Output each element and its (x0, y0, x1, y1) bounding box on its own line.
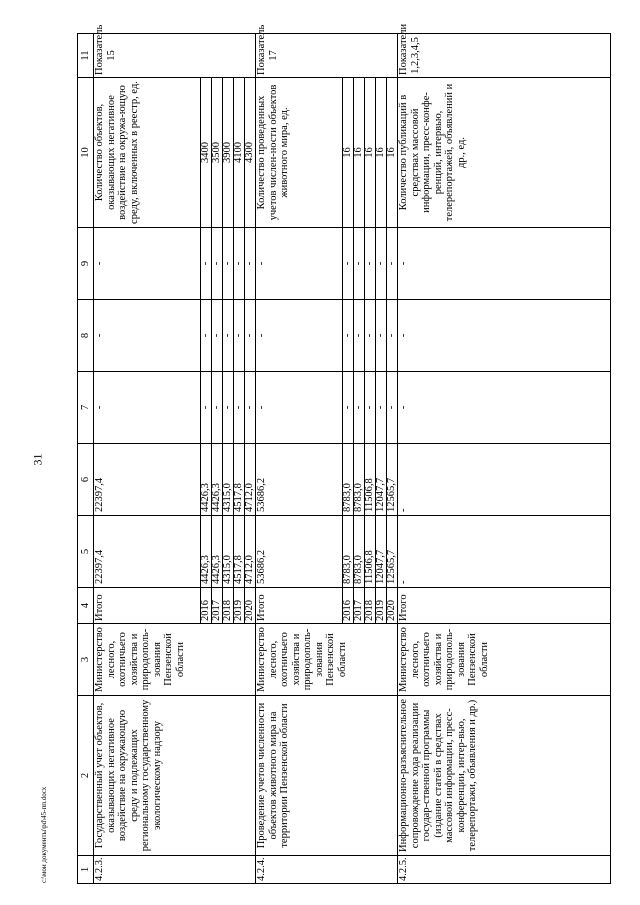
year-cell: 2019 (376, 588, 387, 624)
value-c9: - (201, 228, 212, 300)
table-row (94, 34, 201, 884)
program-table (77, 23, 611, 884)
value-c6: 8783,0 (343, 444, 354, 516)
indicator-value: 16 (365, 78, 376, 228)
row-number: 4.2.5. (398, 856, 611, 884)
total-c5: 22397,4 (94, 516, 201, 588)
measure-name: Государственный учет объектов, оказывающих негативное воздействие на окружающую среду и подлежащих региональному государственному экологическому надзору (94, 696, 256, 856)
table-row (398, 34, 611, 884)
year-cell: 2019 (234, 588, 245, 624)
table-row (256, 34, 343, 884)
value-c5: 4712,0 (245, 516, 256, 588)
value-c7: - (212, 372, 223, 444)
row-number: 4.2.4. (256, 856, 398, 884)
total-label: Итого (94, 588, 201, 624)
indicator: Количество проведенных учетов числен-ности объектов животного мира, ед. (256, 78, 343, 228)
total-c9: - (398, 228, 611, 300)
value-c9: - (365, 228, 376, 300)
indicator: Количество объектов, оказывающих негативное воздействие на окружа-ющую среду, включенных в реестр, ед. (94, 78, 201, 228)
value-c9: - (245, 228, 256, 300)
header-cell: 3 (78, 624, 94, 696)
value-c8: - (365, 300, 376, 372)
value-c5: 11506,8 (365, 516, 376, 588)
indicator-ref: Показатель 17 (256, 34, 398, 78)
value-c7: - (387, 372, 398, 444)
value-c5: 4426,3 (212, 516, 223, 588)
value-c8: - (387, 300, 398, 372)
value-c9: - (343, 228, 354, 300)
indicator-value: 16 (354, 78, 365, 228)
indicator-value: 16 (343, 78, 354, 228)
value-c5: 4315,0 (223, 516, 234, 588)
value-c6: 4712,0 (245, 444, 256, 516)
year-cell: 2020 (245, 588, 256, 624)
value-c7: - (376, 372, 387, 444)
page-number: 31 (30, 453, 45, 466)
total-c9: - (256, 228, 343, 300)
value-c5: 4426,3 (201, 516, 212, 588)
footer-file-path: c:\мои документы\pd\45-пп.docx (40, 786, 48, 883)
value-c7: - (354, 372, 365, 444)
value-c8: - (212, 300, 223, 372)
value-c6: 12565,7 (387, 444, 398, 516)
value-c5: 12565,7 (387, 516, 398, 588)
header-cell: 9 (78, 228, 94, 300)
year-cell: 2016 (201, 588, 212, 624)
header-cell: 10 (78, 78, 94, 228)
value-c7: - (343, 372, 354, 444)
year-cell: 2017 (354, 588, 365, 624)
value-c8: - (234, 300, 245, 372)
year-cell: 2018 (223, 588, 234, 624)
total-c8: - (398, 300, 611, 372)
header-cell: 8 (78, 300, 94, 372)
value-c7: - (201, 372, 212, 444)
header-cell: 4 (78, 588, 94, 624)
total-c9: - (94, 228, 201, 300)
header-cell: 2 (78, 696, 94, 856)
total-c6: 22397,4 (94, 444, 201, 516)
executor: Министерство лесного, охотничьего хозяйства и природополь-зования Пензенской области (256, 624, 398, 696)
indicator-ref: Показатель 15 (94, 34, 256, 78)
table-body (78, 23, 611, 884)
total-c6: - (398, 444, 611, 516)
value-c7: - (223, 372, 234, 444)
year-cell: 2020 (387, 588, 398, 624)
indicator-value: 3900 (223, 78, 234, 228)
value-c9: - (234, 228, 245, 300)
value-c6: 11506,8 (365, 444, 376, 516)
header-cell: 5 (78, 516, 94, 588)
value-c7: - (245, 372, 256, 444)
indicator: Количество публикаций в средствах массовой информации, пресс-конфе-ренций, интервью, телерепортажей, объявлений и др., ед. (398, 78, 611, 228)
indicator-value: 16 (376, 78, 387, 228)
total-c7: - (398, 372, 611, 444)
value-c9: - (354, 228, 365, 300)
value-c9: - (212, 228, 223, 300)
indicator-ref: Показатели 1,2,3,4,5 (398, 34, 611, 78)
total-c6: 53686,2 (256, 444, 343, 516)
header-cell: 6 (78, 444, 94, 516)
value-c5: 4517,8 (234, 516, 245, 588)
year-cell: 2018 (365, 588, 376, 624)
value-c5: 12047,7 (376, 516, 387, 588)
value-c8: - (376, 300, 387, 372)
total-c8: - (94, 300, 201, 372)
indicator-value: 4300 (245, 78, 256, 228)
rotated-page (77, 23, 611, 884)
year-cell: 2017 (212, 588, 223, 624)
value-c9: - (387, 228, 398, 300)
indicator-value: 4100 (234, 78, 245, 228)
total-c8: - (256, 300, 343, 372)
value-c6: 4426,3 (201, 444, 212, 516)
indicator-value: 3500 (212, 78, 223, 228)
year-cell: 2016 (343, 588, 354, 624)
value-c9: - (223, 228, 234, 300)
measure-name: Проведение учетов численности объектов животного мира на территории Пензенской области (256, 696, 398, 856)
indicator-value: 3400 (201, 78, 212, 228)
header-cell: 11 (78, 34, 94, 78)
indicator-value: 16 (387, 78, 398, 228)
value-c6: 4517,8 (234, 444, 245, 516)
total-c7: - (256, 372, 343, 444)
measure-name: Информационно-разъяснительное сопровождение хода реализации государ-ственной программы (издание статей в средствах массовой информации, пресс-конференции, интер-вью, телерепортажи, объявления и др.) (398, 696, 611, 856)
header-cell: 7 (78, 372, 94, 444)
total-c5: 53686,2 (256, 516, 343, 588)
value-c6: 12047,7 (376, 444, 387, 516)
value-c6: 4426,3 (212, 444, 223, 516)
total-c7: - (94, 372, 201, 444)
value-c6: 8783,0 (354, 444, 365, 516)
value-c8: - (245, 300, 256, 372)
value-c5: 8783,0 (343, 516, 354, 588)
value-c8: - (201, 300, 212, 372)
executor: Министерство лесного, охотничьего хозяйства и природополь-зования Пензенской области (398, 624, 611, 696)
value-c8: - (354, 300, 365, 372)
value-c8: - (223, 300, 234, 372)
value-c5: 8783,0 (354, 516, 365, 588)
header-cell: 1 (78, 856, 94, 884)
value-c7: - (365, 372, 376, 444)
value-c7: - (234, 372, 245, 444)
value-c6: 4315,0 (223, 444, 234, 516)
value-c8: - (343, 300, 354, 372)
executor: Министерство лесного, охотничьего хозяйства и природополь-зования Пензенской области (94, 624, 256, 696)
total-label: Итого (398, 588, 611, 624)
total-label: Итого (256, 588, 343, 624)
row-number: 4.2.3. (94, 856, 256, 884)
value-c9: - (376, 228, 387, 300)
header-row (78, 34, 94, 884)
total-c5: - (398, 516, 611, 588)
